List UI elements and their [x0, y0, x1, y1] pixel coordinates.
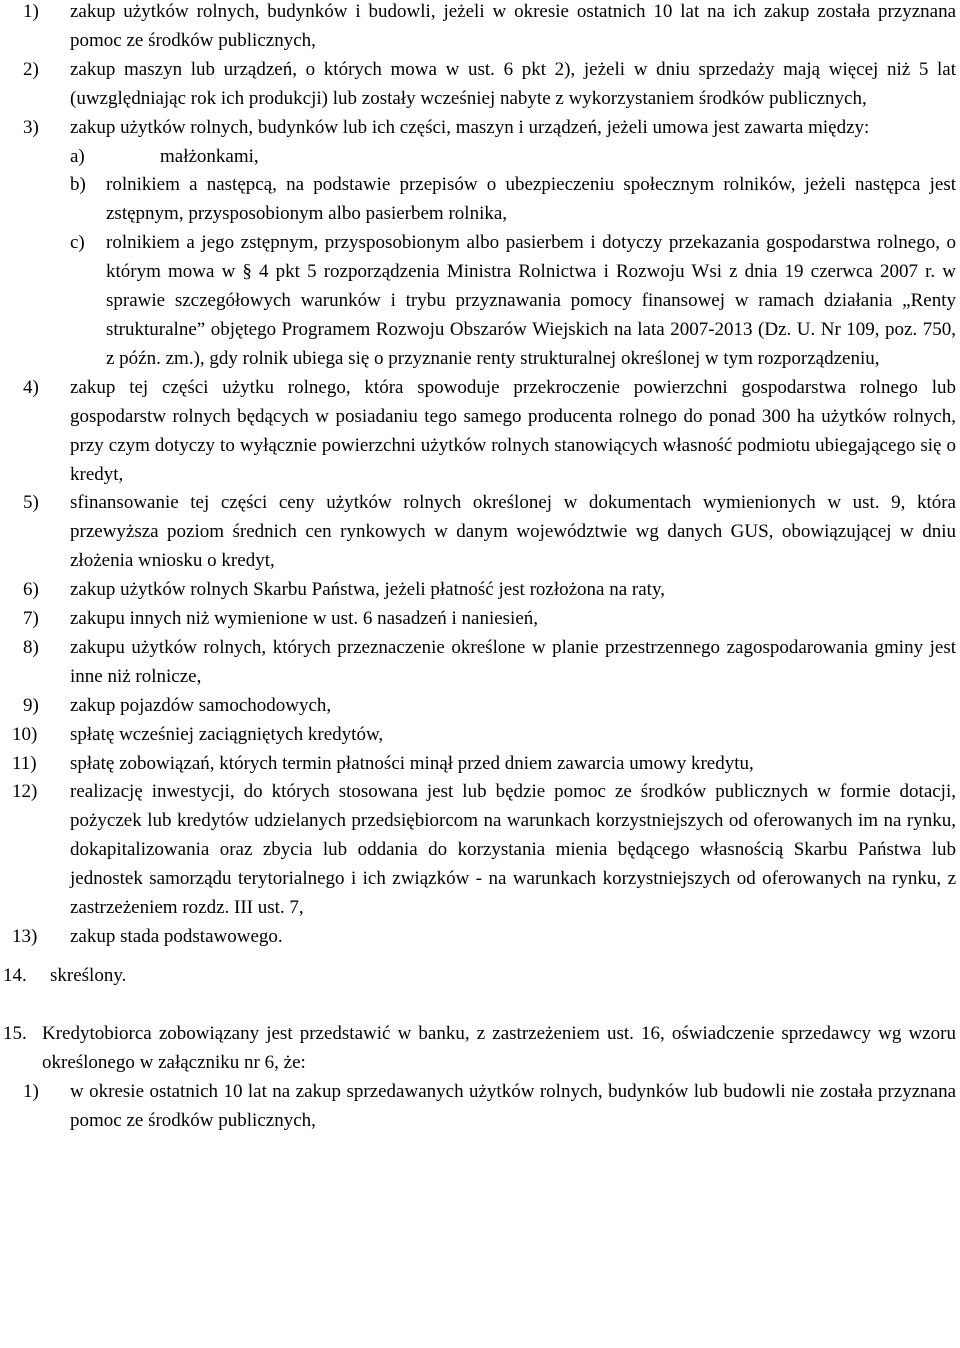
list-item [0, 923, 960, 952]
paragraph-text: Kredytobiorca zobowiązany jest przedstawić w banku, z zastrzeżeniem ust. 16, oświadczenie sprzedawcy wg wzoru określonego w załączniku nr 6, że: [42, 1022, 956, 1073]
item-text: zakup stada podstawowego. [70, 926, 283, 947]
item-number: 2) [23, 58, 39, 80]
paragraph-15 [0, 1020, 960, 1078]
list-item [0, 114, 960, 143]
paragraph-number: 14. [3, 964, 27, 986]
item-text: zakup tej części użytku rolnego, która spowoduje przekroczenie powierzchni gospodarstwa rolnego lub gospodarstw rolnych będących w posiadaniu tego samego producenta rolnego do ponad 300 ha użytków rolnych, przy czym dotyczy to wyłącznie powierzchni użytków rolnych stanowiących własność podmiotu ubiegającego się o kredyt, [70, 376, 956, 485]
list-item [0, 1078, 960, 1136]
item-number: 7) [23, 608, 39, 630]
paragraph-text: skreślony. [50, 964, 127, 986]
item-number: 1) [23, 1080, 39, 1102]
sub-item-text: rolnikiem a jego zstępnym, przysposobionym albo pasierbem i dotyczy przekazania gospodarstwa rolnego, o którym mowa w § 4 pkt 5 rozporządzenia Ministra Rolnictwa i Rozwoju Wsi z dnia 19 czerwca 2007 r. w sprawie szczegółowych warunków i trybu przyznawania pomocy finansowej w ramach działania „Renty strukturalne” objętego Programem Rozwoju Obszarów Wiejskich na lata 2007-2013 (Dz. U. Nr 109, poz. 750, z późn. zm.), gdy rolnik ubiega się o przyznanie renty strukturalnej określonej w tym rozporządzeniu, [106, 232, 956, 369]
item-number: 13) [12, 926, 38, 947]
item-text: realizację inwestycji, do których stosowana jest lub będzie pomoc ze środków publicznych w formie dotacji, pożyczek lub kredytów udzielanych przedsiębiorcom na warunkach korzystniejszych od oferowanych im na rynku, dokapitalizowania oraz zbycia lub oddania do korzystania mienia będącego własnością Skarbu Państwa lub jednostek samorządu terytorialnego i ich związków - na warunkach korzystniejszych od oferowanych na rynku, z zastrzeżeniem rozdz. III ust. 7, [70, 781, 956, 919]
item-text: zakupu innych niż wymienione w ust. 6 nasadzeń i naniesień, [70, 608, 539, 630]
item-text: zakup użytków rolnych, budynków lub ich części, maszyn i urządzeń, jeżeli umowa jest zawarta między: [70, 116, 870, 138]
item-number: 1) [23, 1, 39, 22]
item-text: spłatę zobowiązań, których termin płatności minął przed dniem zawarcia umowy kredytu, [70, 752, 754, 774]
sub-item-letter: b) [70, 174, 86, 196]
sub-item-letter: c) [70, 232, 85, 254]
list-item [0, 750, 960, 779]
item-text: zakup maszyn lub urządzeń, o których mowa w ust. 6 pkt 2), jeżeli w dniu sprzedaży mają więcej niż 5 lat (uwzględniając rok ich produkcji) lub zostały wcześniej nabyte z wykorzystaniem środków publicznych, [70, 58, 956, 109]
item-text: zakup użytków rolnych, budynków i budowli, jeżeli w okresie ostatnich 10 lat na ich zakup została przyznana pomoc ze środków publicznych, [70, 1, 956, 51]
item-text: zakupu użytków rolnych, których przeznaczenie określone w planie przestrzennego zagospodarowania gminy jest inne niż rolnicze, [70, 636, 956, 687]
list-item [0, 721, 960, 750]
sub-item-text: małżonkami, [160, 145, 259, 167]
sub-list-item [0, 229, 960, 374]
list-item [0, 778, 960, 923]
list-item [0, 56, 960, 114]
sub-list-item [0, 171, 960, 229]
sub-item-text: rolnikiem a następcą, na podstawie przepisów o ubezpieczeniu społecznym rolników, jeżeli następca jest zstępnym, przysposobionym albo pasierbem rolnika, [106, 174, 956, 225]
item-number: 3) [23, 116, 39, 138]
spacer [0, 991, 960, 1020]
paragraph-14 [0, 962, 960, 991]
item-number: 9) [23, 694, 39, 716]
list-item [0, 374, 960, 490]
sub-item-letter: a) [70, 145, 85, 167]
item-text: zakup pojazdów samochodowych, [70, 694, 332, 716]
paragraph-number: 15. [3, 1022, 27, 1044]
list-item [0, 0, 960, 56]
item-number: 5) [23, 492, 39, 514]
item-text: sfinansowanie tej części ceny użytków rolnych określonej w dokumentach wymienionych w ust. 9, która przewyższa poziom średnich cen rynkowych w danym województwie wg danych GUS, obowiązującej w dniu złożenia wniosku o kredyt, [70, 492, 956, 572]
list-item [0, 605, 960, 634]
item-number: 6) [23, 579, 39, 601]
item-number: 4) [23, 376, 39, 398]
list-item [0, 634, 960, 692]
item-number: 8) [23, 636, 39, 658]
item-text: w okresie ostatnich 10 lat na zakup sprzedawanych użytków rolnych, budynków lub budowli nie została przyznana pomoc ze środków publicznych, [70, 1080, 956, 1131]
item-number: 10) [12, 723, 38, 745]
item-text: zakup użytków rolnych Skarbu Państwa, jeżeli płatność jest rozłożona na raty, [70, 579, 665, 601]
item-number: 11) [12, 752, 37, 774]
item-number: 12) [12, 781, 38, 803]
sub-list-item [0, 143, 960, 172]
list-item [0, 692, 960, 721]
list-item [0, 576, 960, 605]
item-text: spłatę wcześniej zaciągniętych kredytów, [70, 723, 384, 745]
list-item [0, 489, 960, 576]
